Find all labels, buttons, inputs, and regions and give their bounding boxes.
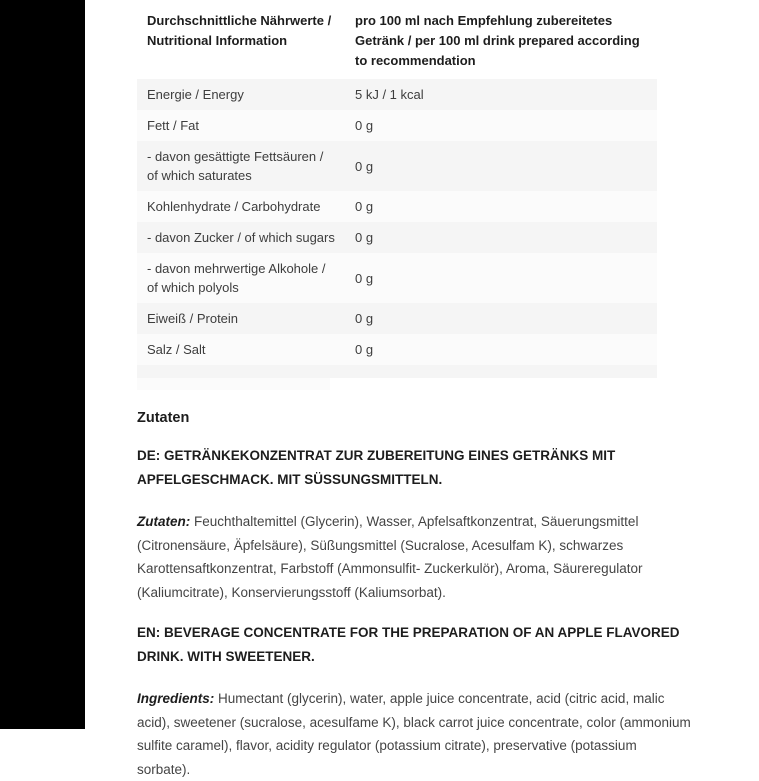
main-content	[137, 7, 693, 781]
nutrient-value: 0 g	[355, 311, 374, 326]
de-ingredients-paragraph	[137, 510, 693, 604]
de-product-title: DE: GETRÄNKEKONZENTRAT ZUR ZUBEREITUNG EINES GETRÄNKS MIT APFELGESCHMACK. MIT SÜSSUNGSMITTELN.	[137, 448, 616, 487]
nutrient-value: 0 g	[355, 118, 374, 133]
nutrient-value: 5 kJ / 1 kcal	[355, 87, 424, 102]
nutrition-table-header-row	[137, 7, 657, 79]
nutrient-value: 0 g	[355, 342, 374, 357]
nutrient-value: 0 g	[355, 230, 374, 245]
nutrition-table	[137, 7, 657, 365]
nutrient-label: - davon Zucker / of which sugars	[147, 230, 335, 245]
nutrition-header-label: Durchschnittliche Nährwerte / Nutritional Information	[147, 13, 332, 48]
ingredients-heading: Zutaten	[137, 410, 190, 426]
table-row	[137, 79, 657, 110]
table-filler-row-partial	[137, 378, 330, 390]
nutrient-label: Energie / Energy	[147, 87, 244, 102]
table-row	[137, 303, 657, 334]
nutrient-label: Fett / Fat	[147, 118, 200, 133]
en-product-title: EN: BEVERAGE CONCENTRATE FOR THE PREPARATION OF AN APPLE FLAVORED DRINK. WITH SWEETENER.	[137, 625, 680, 664]
nutrient-label: Kohlenhydrate / Carbohydrate	[147, 199, 321, 214]
ingredients-section	[137, 409, 693, 781]
en-ingredients-paragraph	[137, 687, 693, 781]
table-filler-row-full	[137, 365, 657, 378]
nutrient-label: - davon gesättigte Fettsäuren / of which saturates	[147, 149, 324, 183]
table-row	[137, 191, 657, 222]
left-black-bar	[0, 0, 85, 729]
nutrient-label: Eiweiß / Protein	[147, 311, 239, 326]
nutrient-value: 0 g	[355, 158, 374, 174]
nutrient-label: Salz / Salt	[147, 342, 206, 357]
table-row	[137, 141, 657, 191]
nutrient-value: 0 g	[355, 199, 374, 214]
de-ingredients-label: Zutaten:	[137, 514, 191, 529]
table-row	[137, 253, 657, 303]
nutrition-header-value: pro 100 ml nach Empfehlung zubereitetes Getränk / per 100 ml drink prepared according to recommendation	[355, 13, 640, 68]
en-ingredients-text: Humectant (glycerin), water, apple juice concentrate, acid (citric acid, malic acid), sweetener (sucralose, acesulfame K), black carrot juice concentrate, color (ammonium sulfite caramel), flavor, acidity regulator (potassium citrate), preservative (potassium sorbate).	[137, 691, 691, 777]
en-ingredients-label: Ingredients:	[137, 691, 215, 706]
table-row	[137, 334, 657, 365]
nutrient-label: - davon mehrwertige Alkohole / of which polyols	[147, 261, 326, 295]
table-row	[137, 222, 657, 253]
de-ingredients-text: Feuchthaltemittel (Glycerin), Wasser, Apfelsaftkonzentrat, Säuerungsmittel (Citronensäure, Äpfelsäure), Süßungsmittel (Sucralose, Acesulfam K), schwarzes Karottensaftkonzentrat, Farbstoff (Ammonsulfit- Zuckerkulör), Aroma, Säureregulator (Kaliumcitrate), Konservierungsstoff (Kaliumsorbat).	[137, 514, 643, 600]
table-row	[137, 110, 657, 141]
nutrient-value: 0 g	[355, 270, 374, 286]
